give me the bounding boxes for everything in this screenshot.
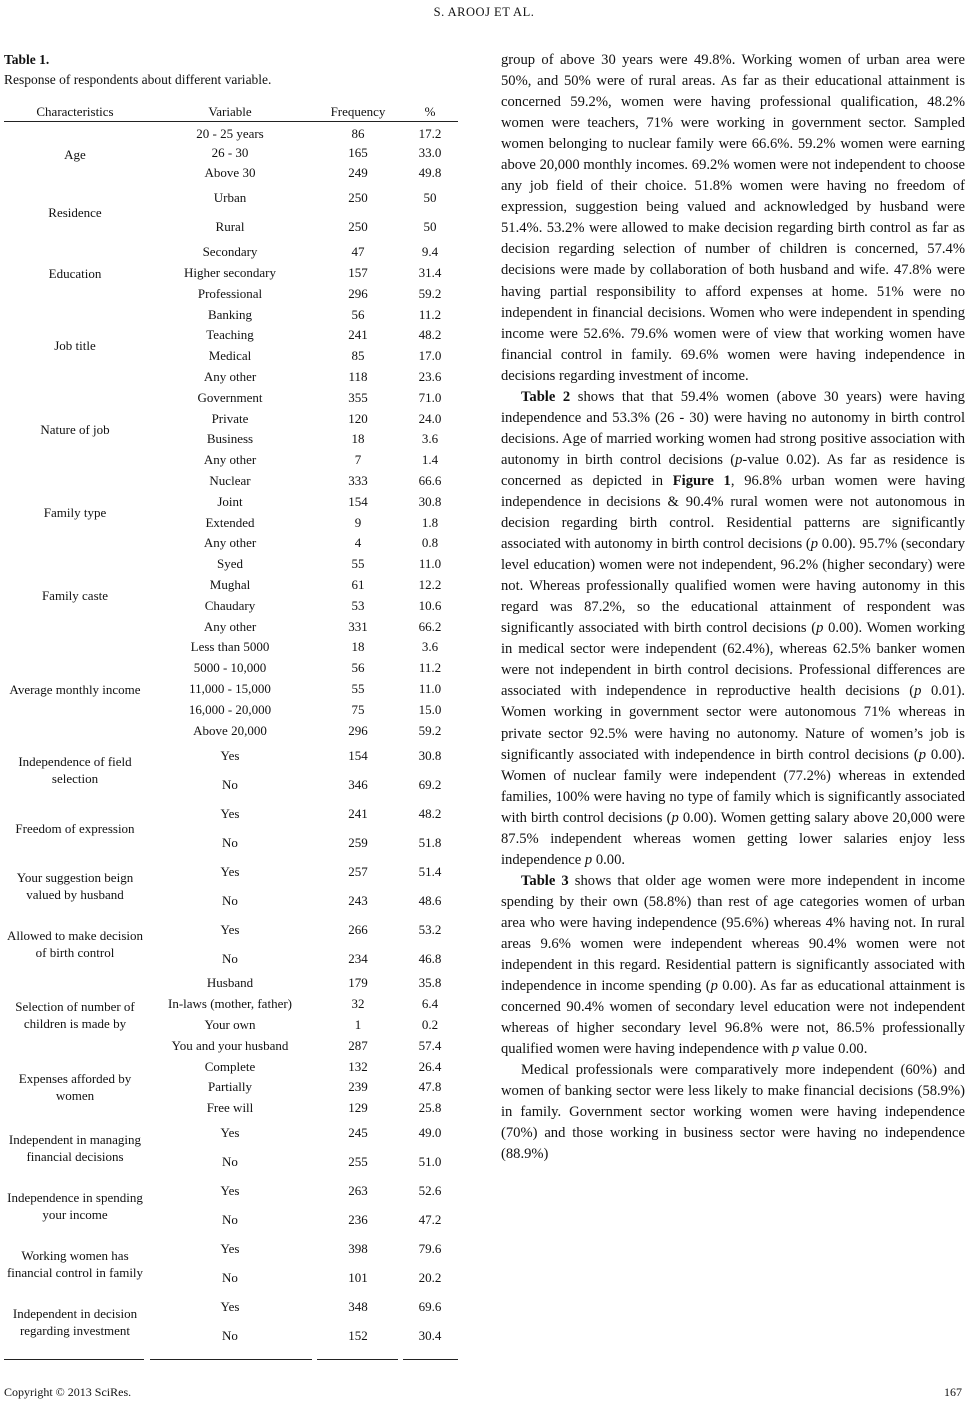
text-span: 0.00). As far as educational attainment is concerned 90.4% women of secondary level education were not independent whereas of higher secondary level 96.8% were not, 86.5% professionally qualified women were having independence with (501, 978, 965, 1058)
frequency-cell: 47 (351, 244, 365, 260)
frequency-cell: 55 (351, 556, 365, 572)
variable-cell: Yes (220, 1125, 240, 1141)
paragraph-4: Medical professionals were comparatively more independent (60%) and women of banking sector were less likely to make financial decisions (58.9%) in family. Government sector working women were having independence (70%) and those working in business sector were having no independence (88.9%) (501, 1062, 965, 1163)
text-span: 0.00). Women of nuclear family were independent (77.2%) whereas in extended families, 100% were having no type of family which is significantly associated with birth control decisions ( (501, 746, 965, 826)
table-caption-text: Response of respondents about different variable. (4, 72, 272, 87)
frequency-cell: 241 (348, 327, 368, 343)
frequency-cell: 154 (348, 747, 368, 763)
table-row (4, 1293, 458, 1322)
characteristic-cell: Independence of field selection (18, 754, 132, 787)
frequency-cell: 86 (351, 125, 365, 141)
frequency-cell: 346 (348, 776, 368, 792)
variable-cell: Professional (197, 285, 263, 301)
variable-cell: 26 - 30 (211, 144, 249, 160)
table-header-row (4, 102, 458, 122)
table-row (4, 471, 458, 492)
percent-cell: 69.6 (418, 1299, 442, 1315)
footer-copyright: Copyright © 2013 SciRes. (4, 1385, 132, 1399)
frequency-cell: 333 (348, 473, 368, 489)
p-symbol: p (810, 536, 819, 553)
percent-cell: 79.6 (418, 1241, 442, 1257)
percent-cell: 51.8 (418, 834, 442, 850)
percent-cell: 26.4 (418, 1058, 442, 1074)
characteristic-cell: Family type (43, 504, 107, 520)
table-row (4, 799, 458, 828)
characteristic-cell: Job title (54, 338, 96, 354)
frequency-cell: 32 (351, 996, 365, 1012)
p-symbol: p (914, 683, 922, 700)
percent-cell: 53.2 (418, 921, 442, 937)
percent-cell: 48.2 (418, 805, 442, 821)
characteristic-cell: Residence (48, 205, 102, 221)
variable-cell: Yes (220, 1183, 240, 1199)
percent-cell: 33.0 (418, 144, 442, 160)
table-row (4, 304, 458, 325)
percent-cell: 11.0 (418, 681, 442, 697)
variable-cell: Yes (220, 1299, 240, 1315)
percent-cell: 11.2 (418, 306, 442, 322)
bottom-rule (150, 1359, 312, 1360)
frequency-cell: 243 (348, 892, 368, 908)
frequency-cell: 355 (348, 389, 368, 405)
table-row (4, 973, 458, 994)
table-row (4, 1235, 458, 1264)
characteristic-cell: Independence in spending your income (7, 1189, 143, 1222)
frequency-cell: 239 (348, 1079, 368, 1095)
table-2-reference: Table 2 (521, 388, 571, 405)
variable-cell: Banking (207, 306, 253, 322)
percent-cell: 3.6 (421, 431, 439, 447)
frequency-cell: 118 (348, 369, 368, 385)
frequency-cell: 255 (348, 1154, 368, 1170)
percent-cell: 52.6 (418, 1183, 442, 1199)
percent-cell: 3.6 (421, 639, 439, 655)
p-symbol: p (816, 620, 824, 637)
frequency-cell: 259 (348, 834, 368, 850)
percent-cell: 11.2 (418, 660, 442, 676)
variable-cell: Yes (220, 1241, 240, 1257)
characteristic-cell: Allowed to make decision of birth control (6, 928, 144, 961)
percent-cell: 17.2 (418, 125, 442, 141)
variable-cell: No (222, 1270, 238, 1286)
variable-cell: Complete (204, 1058, 256, 1074)
running-head: S. AROOJ ET AL. (433, 5, 535, 19)
percent-cell: 9.4 (421, 244, 439, 260)
frequency-cell: 129 (348, 1100, 368, 1116)
variable-cell: Nuclear (209, 473, 251, 489)
variable-cell: Less than 5000 (190, 639, 270, 655)
variable-cell: Free will (206, 1100, 254, 1116)
frequency-cell: 7 (354, 452, 362, 468)
table-row (4, 1119, 458, 1148)
percent-cell: 66.2 (418, 618, 442, 634)
characteristic-cell: Education (48, 265, 102, 281)
variable-cell: No (222, 892, 238, 908)
frequency-cell: 296 (348, 722, 368, 738)
bottom-rule (317, 1359, 398, 1360)
frequency-cell: 398 (348, 1241, 368, 1257)
variable-cell: Joint (217, 493, 243, 509)
variable-cell: Partially (207, 1079, 253, 1095)
table-row (4, 1056, 458, 1077)
percent-cell: 51.0 (418, 1154, 442, 1170)
percent-cell: 17.0 (418, 348, 442, 364)
frequency-cell: 245 (348, 1125, 368, 1141)
variable-cell: Yes (220, 747, 240, 763)
paragraph-3 (501, 871, 965, 1060)
variable-cell: No (222, 776, 238, 792)
frequency-cell: 4 (354, 535, 362, 551)
variable-cell: Secondary (202, 244, 258, 260)
text-span: value 0.00. (799, 1041, 868, 1058)
percent-cell: 48.2 (418, 327, 442, 343)
percent-cell: 10.6 (418, 597, 442, 613)
variable-cell: No (222, 1212, 238, 1228)
characteristic-cell: Independent in decision regarding investment (12, 1305, 138, 1338)
frequency-cell: 263 (348, 1183, 368, 1199)
p-symbol: p (735, 451, 743, 468)
variable-cell: 11,000 - 15,000 (189, 681, 271, 697)
frequency-cell: 331 (348, 618, 368, 634)
frequency-cell: 18 (351, 431, 365, 447)
frequency-cell: 152 (348, 1328, 368, 1344)
table-body (4, 122, 458, 1351)
percent-cell: 66.6 (418, 473, 442, 489)
text-span: 0.00. (592, 851, 626, 868)
table-row (4, 184, 458, 213)
variable-cell: Teaching (206, 327, 254, 343)
frequency-cell: 75 (351, 701, 365, 717)
paragraph-1: group of above 30 years were 49.8%. Working women of urban area were 50%, and 50% were of rural areas. As far as their educational attainment is concerned 59.2%, women were having professional qualification, 48.2% women were teachers, 71% were working in government sector. Sampled women belonging to nuclear family were 66.6%. 59.2% women were earning above 20,000 monthly incomes. 69.2% women were not independent to choose any job field of their choice. 51.8% women were having no freedom of expression, suggestion being valued and acknowledged by husband were 51.4%. 53.2% were allowed to make decision regarding birth control as far as decision regarding selection of number of children is concerned, 57.4% decisions were made by collaboration of both husband and wife. 47.8% were having partial responsibility to afford expenses at home. 51% were no independent in financial decisions. Women who were independent in spending income were 52.6%. 79.6% women were of view that working women have financial control in family. 69.6% women were having independence in decisions regarding investment of income. (501, 52, 965, 384)
p-symbol: p (671, 809, 679, 826)
variable-cell: Government (197, 389, 263, 405)
frequency-cell: 1 (354, 1017, 362, 1032)
variable-cell: Above 30 (204, 165, 256, 181)
percent-cell: 59.2 (418, 285, 442, 301)
table-label: Table 1. (4, 52, 50, 67)
frequency-cell: 61 (351, 577, 365, 593)
characteristic-cell: Age (64, 146, 86, 162)
text-span: shows that that 59.4% women (above 30 years) were having independence and 53.3% (26 - 30) were having no autonomy in birth control decisions. Age of married working women had strong positive association with autonomy in birth control decisions ( (501, 388, 965, 468)
percent-cell: 0.8 (421, 535, 439, 551)
percent-cell: 51.4 (418, 863, 442, 879)
frequency-cell: 157 (348, 265, 368, 281)
characteristic-cell: Expenses afforded by women (18, 1071, 132, 1104)
frequency-cell: 165 (348, 144, 368, 160)
variable-cell: 16,000 - 20,000 (188, 701, 272, 717)
table-section (4, 50, 458, 1365)
text-span: 0.00). Women getting salary above 20,000 were 87.5% independent whereas women getting lower salaries enjoy less independence (501, 809, 965, 868)
frequency-cell: 250 (348, 219, 368, 235)
frequency-cell: 348 (348, 1299, 368, 1315)
percent-cell: 25.8 (418, 1100, 442, 1116)
variable-cell: Yes (220, 863, 240, 879)
text-span: 0.00). Women working in medical sector were independent (62.4%), whereas 62.5% banker women were not independent in birth control decisions. Professional differences are associated with independence in reproductive health decisions ( (501, 620, 965, 700)
percent-cell: 50 (423, 190, 437, 206)
variable-cell: You and your husband (171, 1037, 289, 1053)
variable-cell: Yes (220, 921, 240, 937)
frequency-cell: 266 (348, 921, 368, 937)
variable-cell: Mughal (209, 577, 251, 593)
table-row (4, 857, 458, 886)
header-frequency: Frequency (314, 102, 402, 122)
percent-cell: 48.6 (418, 892, 442, 908)
percent-cell: 30.4 (418, 1328, 442, 1344)
frequency-cell: 18 (351, 639, 365, 655)
variable-cell: Urban (213, 190, 247, 206)
percent-cell: 1.8 (421, 514, 439, 530)
variable-cell: Husband (206, 975, 254, 991)
text-span: -value 0.02). As far as residence is concerned as depicted in (501, 451, 965, 489)
percent-cell: 24.0 (418, 410, 442, 426)
p-symbol: p (584, 851, 593, 868)
variable-cell: Yes (220, 805, 240, 821)
variable-cell: Any other (203, 535, 257, 551)
frequency-cell: 120 (348, 410, 368, 426)
percent-cell: 6.4 (421, 996, 439, 1012)
text-span: , 96.8% urban women were having independence in decisions & 90.4% rural women were not autonomous in decision regarding birth control. Residential patterns are significantly associated with autonomy in birth control decisions ( (501, 472, 965, 553)
frequency-cell: 287 (348, 1037, 368, 1053)
frequency-cell: 9 (354, 514, 362, 530)
percent-cell: 30.8 (418, 493, 442, 509)
variable-cell: No (222, 1328, 238, 1344)
text-span: shows that older age women were more independent in income spending by their own (58.8%) than rest of age categories women of urban area who were having independence (95.6%) whereas 4% having not. In rural areas 9.6% women were independent whereas 90.4% women were not independent in this regard. Residential pattern is significantly associated with independence in income spending ( (501, 872, 965, 995)
frequency-cell: 56 (351, 660, 365, 676)
bottom-rule (403, 1359, 458, 1360)
percent-cell: 49.8 (418, 165, 442, 181)
p-symbol: p (710, 978, 718, 995)
percent-cell: 46.8 (418, 950, 442, 966)
variable-cell: Above 20,000 (193, 722, 267, 738)
header-percent: % (402, 102, 458, 122)
frequency-cell: 241 (348, 805, 368, 821)
variable-cell: 5000 - 10,000 (193, 660, 267, 676)
table-caption (4, 50, 458, 90)
percent-cell: 59.2 (418, 722, 442, 738)
variable-cell: Private (211, 410, 249, 426)
percent-cell: 23.6 (418, 369, 442, 385)
characteristic-cell: Nature of job (40, 421, 110, 437)
percent-cell: 57.4 (418, 1037, 442, 1053)
table-row (4, 242, 458, 263)
frequency-cell: 236 (348, 1212, 368, 1228)
frequency-cell: 53 (351, 597, 365, 613)
variable-cell: Extended (205, 514, 255, 530)
percent-cell: 35.8 (418, 975, 442, 991)
frequency-cell: 179 (348, 975, 368, 991)
frequency-cell: 101 (348, 1270, 368, 1286)
variable-cell: Any other (203, 369, 257, 385)
percent-cell: 47.8 (418, 1079, 442, 1095)
variable-cell: In-laws (mother, father) (167, 996, 292, 1012)
characteristic-cell: Working women has financial control in family (6, 1247, 144, 1280)
p-symbol: p (791, 1041, 800, 1058)
table-row (4, 915, 458, 944)
frequency-cell: 55 (351, 681, 365, 697)
variable-cell: No (222, 834, 238, 850)
characteristic-cell: Average monthly income (9, 681, 141, 697)
characteristic-cell: Independent in managing financial decisions (8, 1131, 142, 1164)
percent-cell: 15.0 (418, 701, 442, 717)
table-row (4, 387, 458, 408)
variable-cell: Rural (215, 219, 245, 235)
percent-cell: 50 (423, 219, 437, 235)
frequency-cell: 234 (348, 950, 368, 966)
characteristic-cell: Selection of number of children is made by (15, 998, 135, 1031)
table-row (4, 741, 458, 770)
figure-1-reference: Figure 1 (672, 472, 731, 489)
table-row (4, 1177, 458, 1206)
p-symbol: p (918, 746, 927, 763)
percent-cell: 71.0 (418, 389, 442, 405)
header-characteristics: Characteristics (4, 102, 146, 122)
table-bottom-rules (4, 1359, 458, 1365)
percent-cell: 11.0 (418, 556, 442, 572)
variable-cell: Medical (208, 348, 252, 364)
table-3-reference: Table 3 (521, 872, 569, 889)
characteristic-cell: Family caste (41, 587, 109, 603)
respondents-table (4, 102, 458, 1351)
body-text-column (501, 50, 965, 1165)
frequency-cell: 154 (348, 493, 368, 509)
table-row (4, 122, 458, 143)
variable-cell: Business (206, 431, 254, 447)
characteristic-cell: Freedom of expression (15, 820, 135, 836)
percent-cell: 0.2 (421, 1017, 439, 1032)
variable-cell: Your own (204, 1017, 256, 1032)
page-number: 167 (944, 1385, 962, 1399)
table-row (4, 554, 458, 575)
frequency-cell: 250 (348, 190, 368, 206)
paragraph-2 (501, 387, 965, 871)
variable-cell: No (222, 950, 238, 966)
variable-cell: 20 - 25 years (196, 125, 264, 141)
variable-cell: Syed (217, 556, 243, 572)
percent-cell: 69.2 (418, 776, 442, 792)
percent-cell: 1.4 (421, 452, 439, 468)
body-text (501, 50, 965, 1165)
bottom-rule (4, 1359, 144, 1360)
percent-cell: 30.8 (418, 747, 442, 763)
text-span: 0.00). 95.7% (secondary level education) women were not independent, 96.2% (higher secondary) were not. Whereas professionally qualified women were having autonomy in this regard was 87.2%, so the educational attainment of respondent was significantly associated with birth control decisions ( (501, 536, 965, 637)
frequency-cell: 249 (348, 165, 368, 181)
frequency-cell: 56 (351, 306, 365, 322)
variable-cell: No (222, 1154, 238, 1170)
frequency-cell: 132 (348, 1058, 368, 1074)
percent-cell: 49.0 (418, 1125, 442, 1141)
variable-cell: Any other (203, 452, 257, 468)
variable-cell: Chaudary (204, 597, 256, 613)
percent-cell: 31.4 (418, 265, 442, 281)
frequency-cell: 257 (348, 863, 368, 879)
variable-cell: Any other (203, 618, 257, 634)
header-variable: Variable (146, 102, 314, 122)
percent-cell: 12.2 (418, 577, 442, 593)
table-row (4, 637, 458, 658)
frequency-cell: 85 (351, 348, 365, 364)
variable-cell: Higher secondary (183, 265, 277, 281)
percent-cell: 47.2 (418, 1212, 442, 1228)
characteristic-cell: Your suggestion beign valued by husband (16, 870, 134, 903)
text-span: 0.01). Women working in government sector were autonomous 71% whereas in private sector 92.5% were having no autonomy. Nature of women’s job is significantly associated with independence in birth control decisions ( (501, 683, 965, 763)
frequency-cell: 296 (348, 285, 368, 301)
percent-cell: 20.2 (418, 1270, 442, 1286)
